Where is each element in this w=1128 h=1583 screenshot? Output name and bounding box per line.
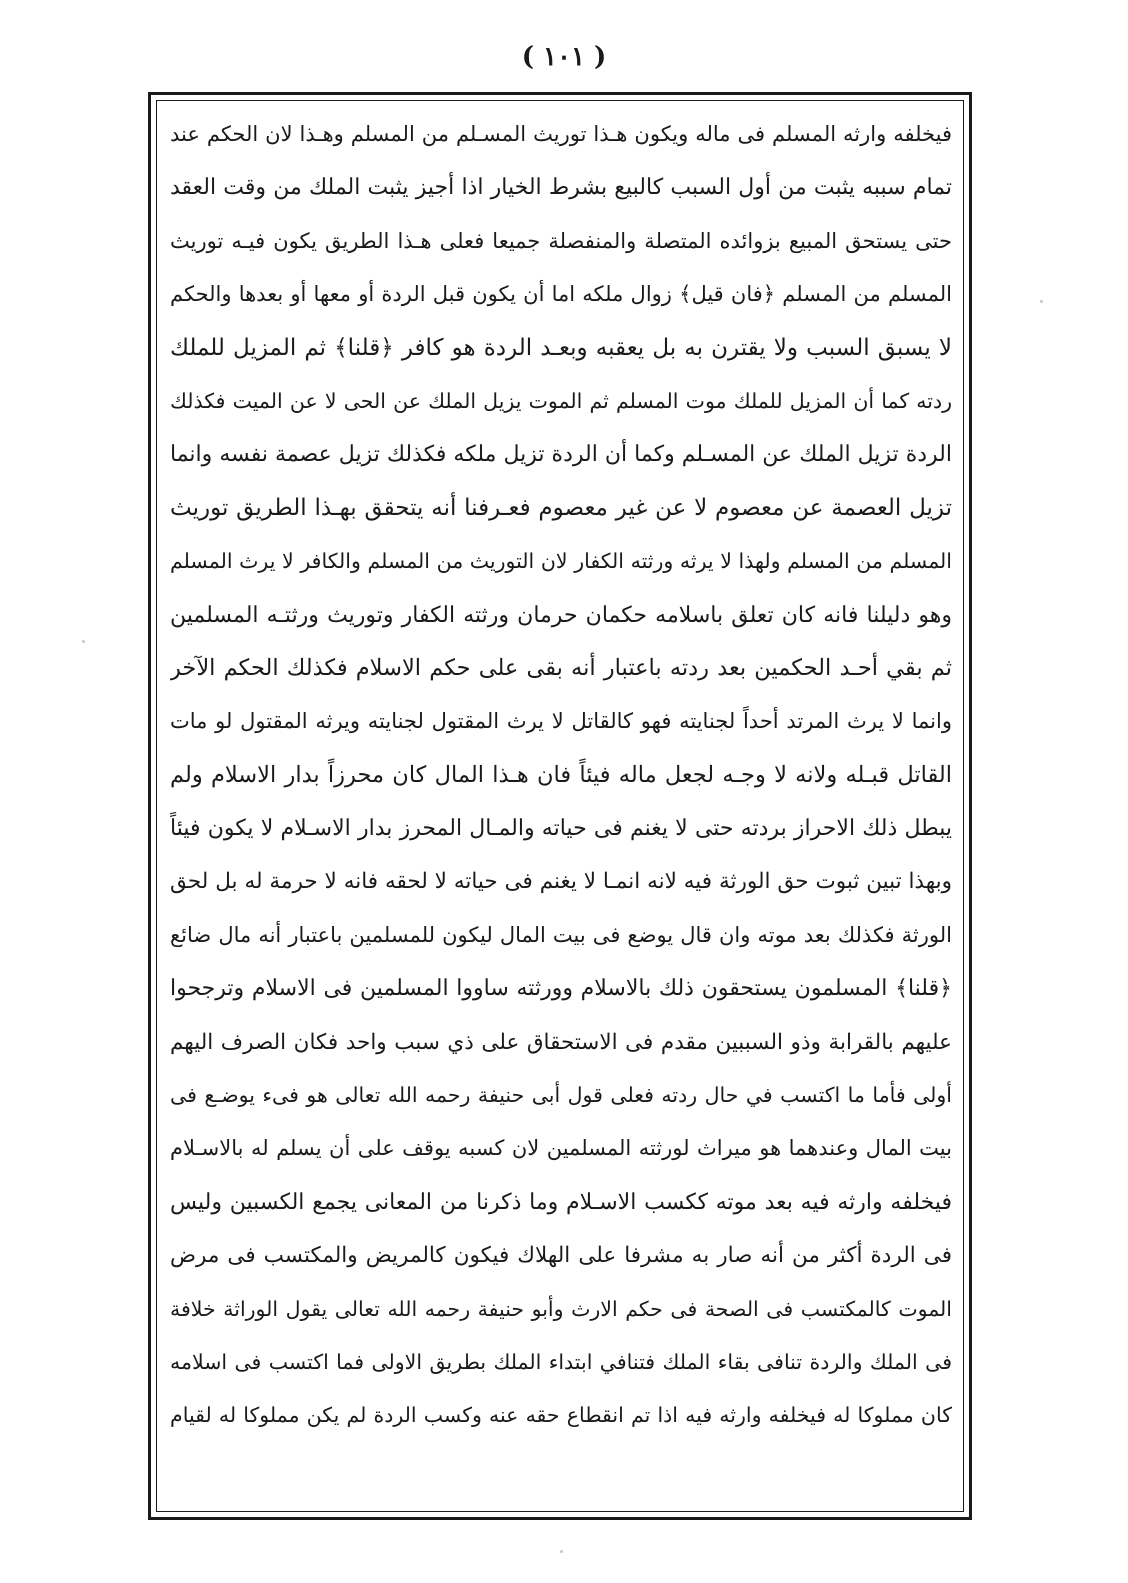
text-line: فى الملك والردة تنافى بقاء الملك فتنافي ابتداء الملك بطريق الاولى فما اكتسب فى اسلامه — [170, 1349, 952, 1374]
text-line: ﴿قلنا﴾ المسلمون يستحقون ذلك بالاسلام وورثته ساووا المسلمين فى الاسلام وترجحوا — [170, 976, 952, 1002]
text-line: أولى فأما ما اكتسب في حال ردته فعلى قول أبى حنيفة رحمه الله تعالى هو فىء يوضـع فى — [170, 1083, 952, 1108]
paper-speck — [82, 640, 85, 643]
text-line: فى الردة أكثر من أنه صار به مشرفا على الهلاك فيكون كالمريض والمكتسب فى مرض — [170, 1243, 952, 1269]
text-line: لا يسبق السبب ولا يقترن به بل يعقبه وبعـد الردة هو كافر ﴿قلنا﴾ ثم المزيل للملك — [170, 334, 952, 361]
text-line: حتى يستحق المبيع بزوائده المتصلة والمنفصلة جميعا فعلى هـذا الطريق يكون فيـه توريث — [170, 228, 952, 253]
text-line: فيخلفه وارثه المسلم فى ماله ويكون هـذا توريث المسـلم من المسلم وهـذا لان الحكم عند — [170, 122, 952, 146]
text-line: عليهم بالقرابة وذو السببين مقدم فى الاستحقاق على ذي سبب واحد فكان الصرف اليهم — [170, 1029, 952, 1055]
text-line: الموت كالمكتسب فى الصحة فى حكم الارث وأبو حنيفة رحمه الله تعالى يقول الوراثة خلافة — [170, 1296, 952, 1321]
text-line: بيت المال وعندهما هو ميراث لورثته المسلمين لان كسبه يوقف على أن يسلم له بالاسـلام — [170, 1136, 952, 1161]
text-line: فيخلفه وارثه فيه بعد موته ككسب الاسـلام وما ذكرنا من المعانى يجمع الكسبين وليس — [170, 1189, 952, 1215]
text-line: الردة تزيل الملك عن المسـلم وكما أن الردة تزيل ملكه فكذلك تزيل عصمة نفسه وانما — [170, 442, 952, 468]
text-line: ثم بقي أحـد الحكمين بعد ردته باعتبار أنه بقى على حكم الاسلام فكذلك الحكم الآخر — [170, 654, 952, 681]
text-line: المسلم من المسلم ولهذا لا يرثه ورثته الكفار لان التوريث من المسلم والكافر لا يرث المسلم — [170, 549, 952, 574]
text-line: وهو دليلنا فانه كان تعلق باسلامه حكمان حرمان ورثته الكفار وتوريث ورثتـه المسلمين — [170, 602, 952, 628]
text-line: المسلم من المسلم ﴿فان قيل﴾ زوال ملكه اما أن يكون قبل الردة أو معها أو بعدها والحكم — [170, 282, 952, 307]
text-line: كان مملوكا له فيخلفه وارثه فيه اذا تم انقطاع حقه عنه وكسب الردة لم يكن مملوكا له لقيام — [170, 1403, 952, 1428]
text-line: وبهذا تبين ثبوت حق الورثة فيه لانه انمـا لا يغنم فى حياته لا لحقه فانه لا حرمة له بل لحق — [170, 869, 952, 895]
text-line: يبطل ذلك الاحراز بردته حتى لا يغنم فى حياته والمـال المحرز بدار الاسـلام لا يكون فيئاً — [170, 816, 952, 842]
paper-speck — [560, 1550, 563, 1553]
text-line: القاتل قبـله ولانه لا وجـه لجعل ماله فيئاً فان هـذا المال كان محرزاً بدار الاسلام ولم — [170, 761, 952, 788]
text-line: ردته كما أن المزيل للملك موت المسلم ثم الموت يزيل الملك عن الحى لا عن الميت فكذلك — [170, 388, 952, 413]
text-line: تزيل العصمة عن معصوم لا عن غير معصوم فعـرفنا أنه يتحقق بهـذا الطريق توريث — [170, 494, 952, 521]
text-line: وانما لا يرث المرتد أحداً لجنايته فهو كالقاتل لا يرث المقتول لجنايته ويرثه المقتول لو مات — [170, 709, 952, 734]
paper-speck — [1040, 300, 1043, 303]
text-line: الورثة فكذلك بعد موته وان قال يوضع فى بيت المال ليكون للمسلمين باعتبار أنه مال ضائع — [170, 922, 952, 947]
text-body — [170, 108, 952, 1443]
text-line: تمام سببه يثبت من أول السبب كالبيع بشرط الخيار اذا أجيز يثبت الملك من وقت العقد — [170, 175, 952, 201]
page-number: ( ١٠١ ) — [521, 42, 607, 72]
